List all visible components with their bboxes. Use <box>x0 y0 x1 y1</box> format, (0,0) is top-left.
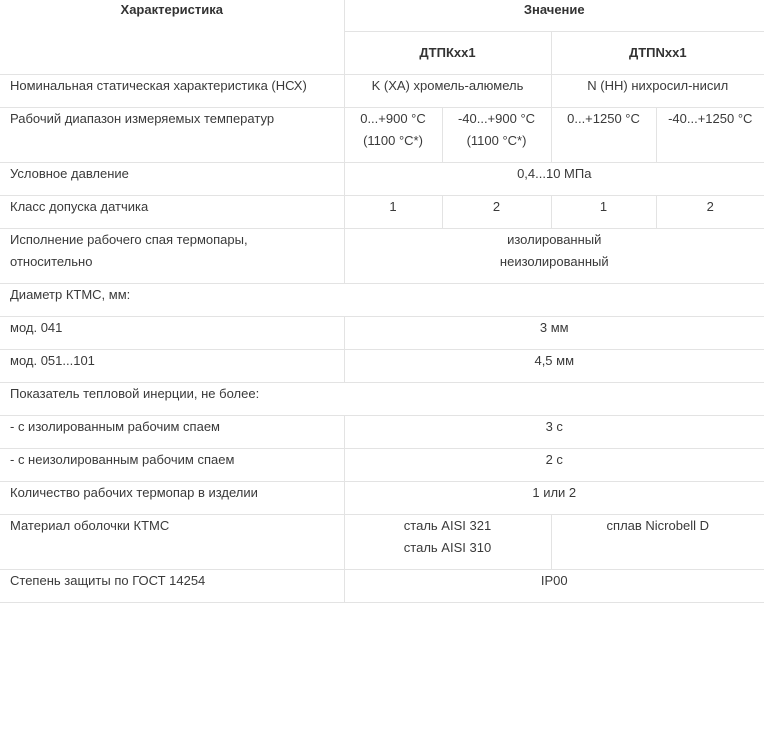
table-row <box>0 416 764 449</box>
header-dtpk: ДТПКxx1 <box>344 32 551 75</box>
row-label: - с неизолированным рабочим спаем <box>0 449 344 482</box>
cell-value: 1 <box>551 196 656 229</box>
cell-value: 4,5 мм <box>344 350 764 383</box>
cell-value: 1 или 2 <box>344 482 764 515</box>
cell-value: N (НН) нихросил-нисил <box>551 75 764 108</box>
row-label: мод. 051...101 <box>0 350 344 383</box>
row-label: Диаметр КТМС, мм: <box>0 284 764 317</box>
cell-value: 0,4...10 МПа <box>344 163 764 196</box>
cell-value: сплав Nicrobell D <box>551 515 764 570</box>
cell-value: 2 <box>656 196 764 229</box>
row-label: Номинальная статическая характеристика (НСХ) <box>0 75 344 108</box>
row-label: Рабочий диапазон измеряемых температур <box>0 108 344 163</box>
cell-value: K (ХА) хромель-алюмель <box>344 75 551 108</box>
cell-value: 2 с <box>344 449 764 482</box>
table-row <box>0 570 764 603</box>
table-row <box>0 75 764 108</box>
row-label: Условное давление <box>0 163 344 196</box>
row-label: Показатель тепловой инерции, не более: <box>0 383 764 416</box>
header-dtpn: ДТПNxx1 <box>551 32 764 75</box>
row-label: Степень защиты по ГОСТ 14254 <box>0 570 344 603</box>
cell-value: сталь AISI 321 сталь AISI 310 <box>344 515 551 570</box>
cell-value: 3 с <box>344 416 764 449</box>
cell-value: -40...+1250 °С <box>656 108 764 163</box>
cell-value: 0...+1250 °С <box>551 108 656 163</box>
row-label: Материал оболочки КТМС <box>0 515 344 570</box>
row-label: Исполнение рабочего спая термопары, относительно <box>0 229 344 284</box>
table-row <box>0 108 764 163</box>
cell-value: 3 мм <box>344 317 764 350</box>
table-row <box>0 196 764 229</box>
header-characteristic: Характеристика <box>0 0 344 75</box>
table-row <box>0 229 764 284</box>
table-row <box>0 284 764 317</box>
row-label: Класс допуска датчика <box>0 196 344 229</box>
row-label: Количество рабочих термопар в изделии <box>0 482 344 515</box>
table-row <box>0 515 764 570</box>
table-row <box>0 449 764 482</box>
row-label: мод. 041 <box>0 317 344 350</box>
cell-value: 1 <box>344 196 442 229</box>
cell-value: 0...+900 °С (1100 °С*) <box>344 108 442 163</box>
table-row <box>0 482 764 515</box>
table-row <box>0 383 764 416</box>
cell-value: изолированный неизолированный <box>344 229 764 284</box>
row-label: - с изолированным рабочим спаем <box>0 416 344 449</box>
cell-value: -40...+900 °С (1100 °С*) <box>442 108 551 163</box>
table-row <box>0 350 764 383</box>
cell-value: IP00 <box>344 570 764 603</box>
table-row <box>0 163 764 196</box>
cell-value: 2 <box>442 196 551 229</box>
table-row <box>0 317 764 350</box>
header-value: Значение <box>344 0 764 32</box>
